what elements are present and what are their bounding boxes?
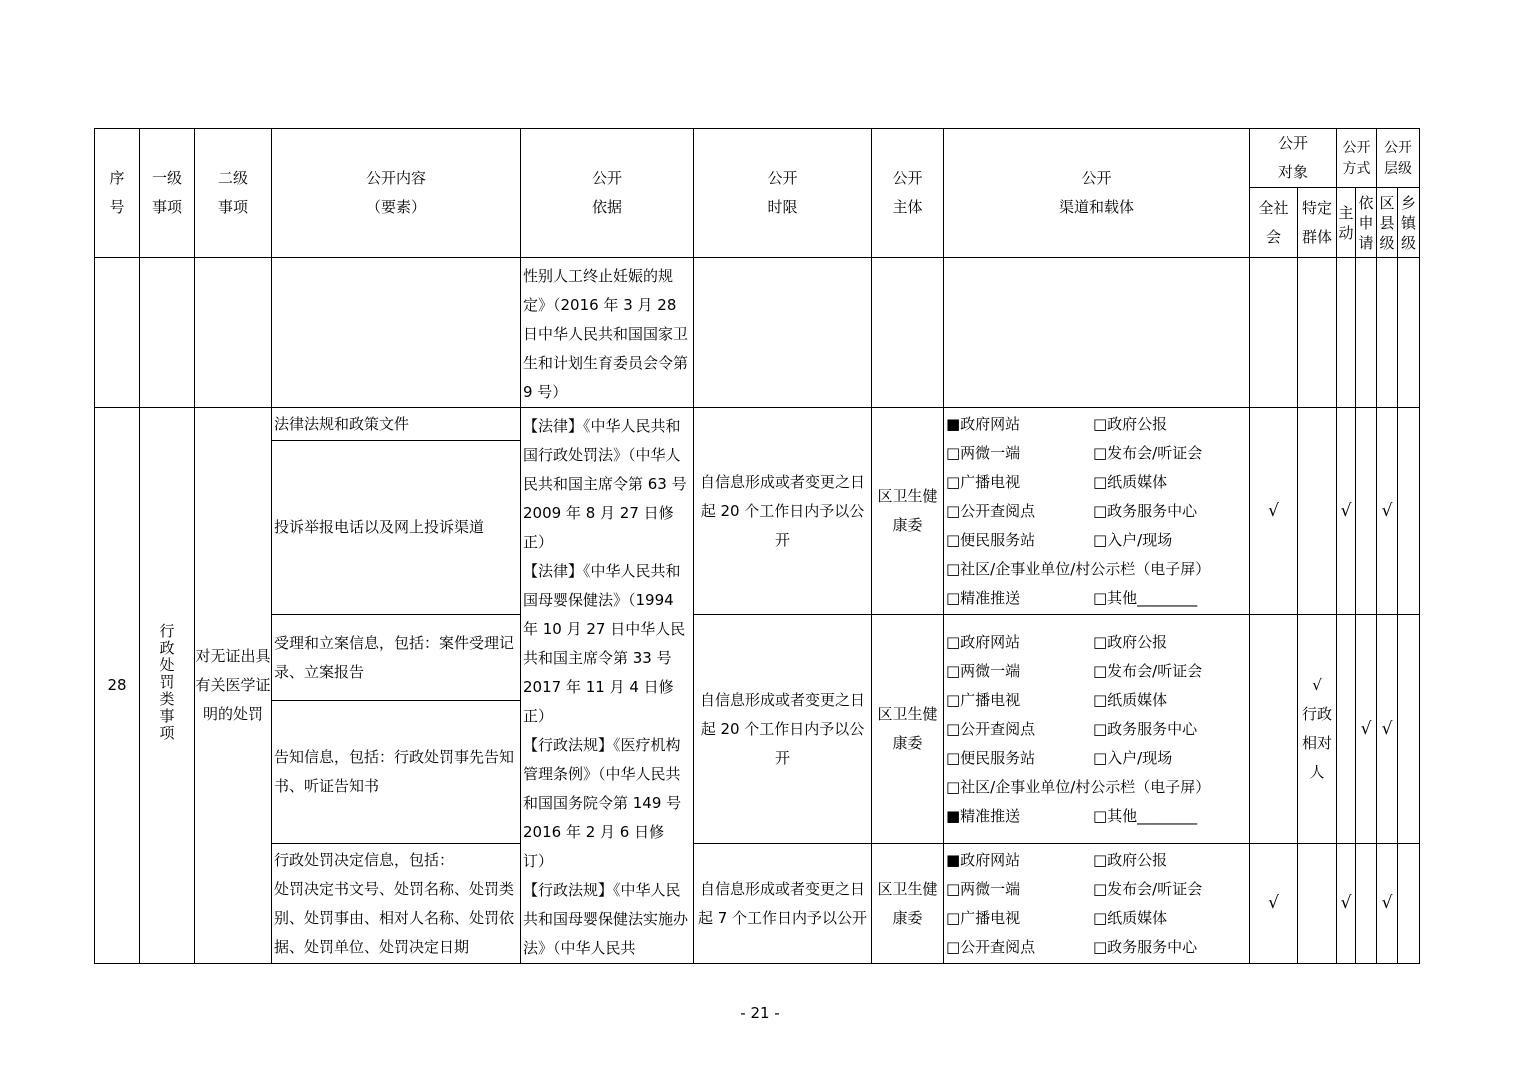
group3-target-all: √ <box>1250 844 1298 964</box>
group2-target-all <box>1250 615 1298 844</box>
group2-level-town <box>1398 615 1420 844</box>
content-item: 投诉举报电话以及网上投诉渠道 <box>272 441 521 615</box>
header-subject: 公开 主体 <box>872 129 944 258</box>
group2-deadline: 自信息形成或者变更之日起 20 个工作日内予以公开 <box>694 615 872 844</box>
group1-channels: ■政府网站 □政府公报 □两微一端 □发布会/听证会 □广播电视 □纸质媒体 □公开查阅点 □政务服务中心 □便民服务站 □入户/现场 □社区/企事业单位/村公示栏（电子屏） □精准推送 □其他________ <box>944 408 1250 615</box>
header-level2: 二级 事项 <box>195 129 272 258</box>
disclosure-table <box>94 128 1420 964</box>
content-item: 行政处罚决定信息，包括： 处罚决定书文号、处罚名称、处罚类别、处罚事由、相对人名称、处罚依据、处罚单位、处罚决定日期 <box>272 844 521 964</box>
row-level1: 行政处罚类事项 <box>140 408 195 964</box>
group1-method-active: √ <box>1337 408 1356 615</box>
prev-row-basis: 性别人工终止妊娠的规定》（2016 年 3 月 28 日中华人民共和国国家卫生和计划生育委员会令第 9 号） <box>521 258 694 408</box>
header-level: 公开 层级 <box>1377 129 1420 188</box>
group3-target-group <box>1298 844 1337 964</box>
header-method: 公开 方式 <box>1337 129 1377 188</box>
header-deadline: 公开 时限 <box>694 129 872 258</box>
group3-channels: ■政府网站 □政府公报 □两微一端 □发布会/听证会 □广播电视 □纸质媒体 □公开查阅点 □政务服务中心 <box>944 844 1250 964</box>
header-level-district: 区 县 级 <box>1377 188 1398 258</box>
group2-method-active <box>1337 615 1356 844</box>
group1-target-all: √ <box>1250 408 1298 615</box>
content-item: 法律法规和政策文件 <box>272 408 521 441</box>
header-seq: 序 号 <box>95 129 140 258</box>
header-basis: 公开 依据 <box>521 129 694 258</box>
header-target: 公开 对象 <box>1250 129 1337 188</box>
group1-deadline: 自信息形成或者变更之日起 20 个工作日内予以公开 <box>694 408 872 615</box>
group3-level-town <box>1398 844 1420 964</box>
page-number: - 21 - <box>740 1004 780 1022</box>
header-method-request: 依 申 请 <box>1356 188 1377 258</box>
group2-target-group: √ 行政 相对 人 <box>1298 615 1337 844</box>
content-item: 告知信息，包括：行政处罚事先告知书、听证告知书 <box>272 701 521 844</box>
group3-method-active: √ <box>1337 844 1356 964</box>
group3-level-district: √ <box>1377 844 1398 964</box>
row-basis: 【法律】《中华人民共和国行政处罚法》（中华人民共和国主席令第 63 号 2009 年 8 月 27 日修正） 【法律】《中华人民共和国母婴保健法》（1994 年 10 月 27 日中华人民共和国主席令第 33 号 2017 年 11 月 4 日修正） 【行政法规】《医疗机构管理条例》（中华人民共和国国务院令第 149 号 2016 年 2 月 6 日修订） 【行政法规】《中华人民共和国母婴保健法实施办法》（中华人民共 <box>521 408 694 964</box>
header-level1: 一级 事项 <box>140 129 195 258</box>
group3-subject: 区卫生健康委 <box>872 844 944 964</box>
header-level-town: 乡 镇 级 <box>1398 188 1420 258</box>
group1-level-district: √ <box>1377 408 1398 615</box>
header-content: 公开内容 （要素） <box>272 129 521 258</box>
row-seq: 28 <box>95 408 140 964</box>
group1-target-group <box>1298 408 1337 615</box>
header-target-all: 全社 会 <box>1250 188 1298 258</box>
header-target-group: 特定 群体 <box>1298 188 1337 258</box>
group2-level-district: √ <box>1377 615 1398 844</box>
group2-channels: □政府网站 □政府公报 □两微一端 □发布会/听证会 □广播电视 □纸质媒体 □公开查阅点 □政务服务中心 □便民服务站 □入户/现场 □社区/企事业单位/村公示栏（电子屏） ■精准推送 □其他________ <box>944 615 1250 844</box>
header-channel: 公开 渠道和载体 <box>944 129 1250 258</box>
group2-subject: 区卫生健康委 <box>872 615 944 844</box>
group1-level-town <box>1398 408 1420 615</box>
group3-deadline: 自信息形成或者变更之日起 7 个工作日内予以公开 <box>694 844 872 964</box>
row-level2: 对无证出具有关医学证明的处罚 <box>195 408 272 964</box>
group3-method-request <box>1356 844 1377 964</box>
header-method-active: 主 动 <box>1337 188 1356 258</box>
group1-method-request <box>1356 408 1377 615</box>
content-item: 受理和立案信息，包括：案件受理记录、立案报告 <box>272 615 521 701</box>
group2-method-request: √ <box>1356 615 1377 844</box>
group1-subject: 区卫生健康委 <box>872 408 944 615</box>
